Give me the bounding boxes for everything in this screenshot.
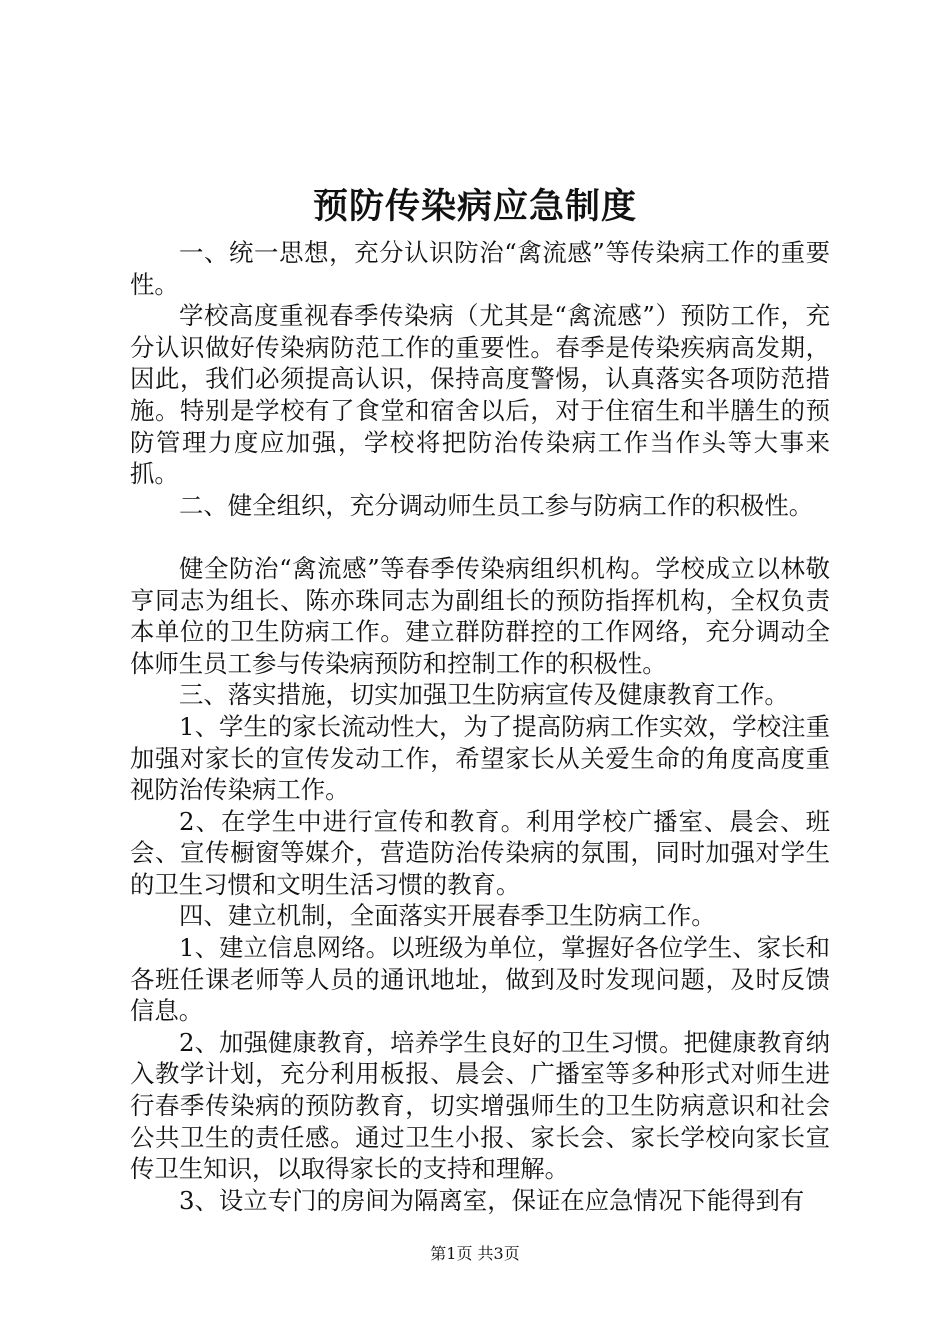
- document-body: [130, 237, 830, 1216]
- document-title: 预防传染病应急制度: [312, 187, 637, 227]
- page-number-footer: 第1页 共3页: [430, 1244, 520, 1263]
- blank-line: [130, 521, 830, 553]
- section-heading-2: 二、健全组织，充分调动师生员工参与防病工作的积极性。: [179, 490, 814, 520]
- list-item: 1、建立信息网络。以班级为单位，掌握好各位学生、家长和各班任课老师等人员的通讯地址，做到及时发现问题，及时反馈信息。: [130, 933, 830, 1026]
- section-heading-3: 三、落实措施，切实加强卫生防病宣传及健康教育工作。: [179, 680, 789, 710]
- section-heading-1: 一、统一思想，充分认识防治“禽流感”等传染病工作的重要性。: [130, 238, 830, 299]
- list-item: 2、在学生中进行宣传和教育。利用学校广播室、晨会、班会、宣传橱窗等媒介，营造防治传染病的氛围，同时加强对学生的卫生习惯和文明生活习惯的教育。: [130, 806, 830, 899]
- list-item: 2、加强健康教育，培养学生良好的卫生习惯。把健康教育纳入教学计划，充分利用板报、晨会、广播室等多种形式对师生进行春季传染病的预防教育，切实增强师生的卫生防病意识和社会公共卫生的责任感。通过卫生小报、家长会、家长学校向家长宣传卫生知识，以取得家长的支持和理解。: [130, 1027, 830, 1184]
- list-item: 1、学生的家长流动性大，为了提高防病工作实效，学校注重加强对家长的宣传发动工作，希望家长从关爱生命的角度高度重视防治传染病工作。: [130, 711, 830, 805]
- body-paragraph: 健全防治“禽流感”等春季传染病组织机构。学校成立以林敬亨同志为组长、陈亦珠同志为副组长的预防指挥机构，全权负责本单位的卫生防病工作。建立群防群控的工作网络，充分调动全体师生员工参与传染病预防和控制工作的积极性。: [130, 553, 830, 678]
- list-item: 3、设立专门的房间为隔离室，保证在应急情况下能得到有: [179, 1185, 805, 1215]
- body-paragraph: 学校高度重视春季传染病（尤其是“禽流感”）预防工作，充分认识做好传染病防范工作的重要性。春季是传染疾病高发期，因此，我们必须提高认识，保持高度警惕，认真落实各项防范措施。特别是学校有了食堂和宿舍以后，对于住宿生和半膳生的预防管理力度应加强，学校将把防治传染病工作当作头等大事来抓。: [130, 301, 830, 489]
- section-heading-4: 四、建立机制，全面落实开展春季卫生防病工作。: [179, 901, 716, 931]
